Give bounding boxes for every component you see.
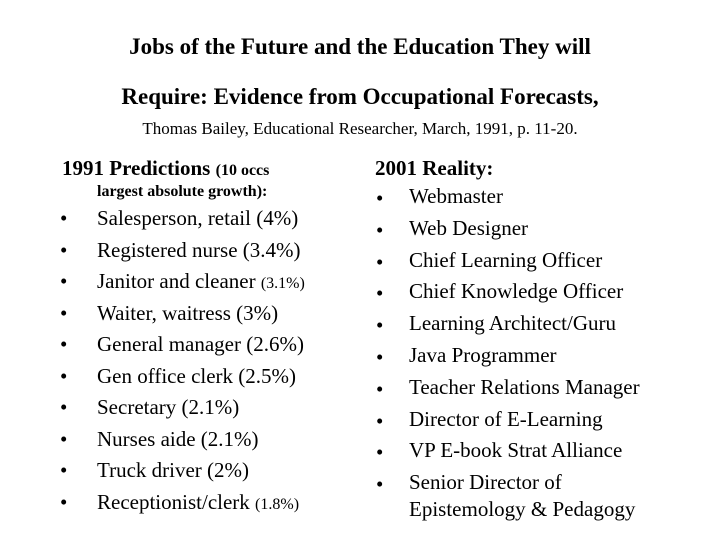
bullet-icon: •: [60, 300, 68, 325]
slide-title-line-2: Require: Evidence from Occupational Forecasts,: [121, 84, 599, 109]
prediction-main: Waiter, waitress (3%): [97, 300, 279, 325]
bullet-icon: •: [60, 395, 68, 419]
reality-text: Director of E-Learning: [409, 406, 603, 431]
bullet-icon: •: [60, 332, 68, 356]
reality-list: [376, 183, 716, 525]
bullet-icon: •: [376, 344, 384, 369]
prediction-main: Nurses aide (2.1%): [97, 426, 259, 451]
prediction-item: [60, 424, 360, 456]
bullet-icon: •: [376, 217, 384, 242]
prediction-text: [97, 266, 305, 300]
slide-title-line-1: Jobs of the Future and the Education They will: [129, 34, 591, 59]
bullet-icon: •: [376, 281, 384, 306]
bullet-icon: •: [376, 313, 384, 338]
reality-item: [376, 278, 716, 310]
reality-text: Java Programmer: [409, 342, 557, 367]
reality-item: [376, 310, 716, 342]
prediction-main: Gen office clerk (2.5%): [97, 363, 297, 388]
prediction-item: [60, 329, 360, 361]
bullet-icon: •: [60, 206, 68, 230]
bullet-icon: •: [60, 269, 68, 293]
prediction-item: [60, 361, 360, 393]
bullet-icon: •: [60, 363, 68, 388]
prediction-text: [97, 361, 296, 393]
bullet-icon: •: [376, 376, 384, 401]
prediction-main: Janitor and cleaner: [97, 269, 261, 293]
prediction-item: [60, 298, 360, 330]
prediction-main: Salesperson, retail (4%): [97, 206, 299, 230]
bullet-icon: •: [376, 440, 384, 465]
left-heading-text: 1991 Predictions: [62, 156, 211, 180]
reality-item: [376, 247, 716, 279]
prediction-item: [60, 203, 360, 235]
reality-item: [376, 406, 716, 438]
left-heading-note: (10 occs: [215, 162, 270, 179]
reality-item: [376, 437, 716, 469]
prediction-text: [97, 392, 239, 424]
prediction-main: Secretary (2.1%): [97, 395, 240, 419]
prediction-item: [60, 235, 360, 267]
bullet-icon: •: [376, 249, 384, 274]
reality-item: [376, 215, 716, 247]
prediction-main: Receptionist/clerk: [97, 489, 256, 514]
reality-text: VP E-book Strat Alliance: [409, 438, 623, 463]
prediction-text: [97, 203, 298, 235]
citation: Thomas Bailey, Educational Researcher, March, 1991, p. 11-20.: [142, 119, 578, 138]
reality-item: [376, 183, 716, 215]
prediction-text: [97, 235, 301, 267]
prediction-text: [97, 298, 278, 330]
prediction-main: Registered nurse (3.4%): [97, 237, 301, 262]
reality-text: Chief Knowledge Officer: [409, 279, 624, 304]
prediction-text: [97, 487, 299, 521]
prediction-item: [60, 455, 360, 487]
prediction-text: [97, 329, 304, 361]
prediction-main: Truck driver (2%): [97, 458, 250, 482]
prediction-item: [60, 266, 360, 298]
prediction-text: [97, 455, 249, 487]
reality-item: [376, 342, 716, 374]
reality-text-line-2: Epistemology & Pedagogy: [409, 497, 636, 522]
left-heading-note-line-2: largest absolute growth):: [97, 183, 268, 200]
prediction-percent: (1.8%): [255, 495, 300, 513]
left-column-heading: [62, 155, 269, 184]
prediction-text: [97, 424, 259, 456]
bullet-icon: •: [60, 458, 68, 482]
predictions-list: [60, 203, 360, 518]
reality-text: Web Designer: [409, 215, 529, 240]
bullet-icon: •: [376, 408, 384, 433]
reality-text: Webmaster: [409, 184, 503, 208]
prediction-item: [60, 392, 360, 424]
right-column-heading: 2001 Reality:: [375, 156, 494, 180]
bullet-icon: •: [60, 237, 68, 262]
reality-item: [376, 469, 716, 525]
reality-text: [409, 469, 635, 523]
prediction-percent: (3.1%): [260, 275, 305, 292]
prediction-main: General manager (2.6%): [97, 332, 304, 356]
bullet-icon: •: [60, 489, 68, 514]
reality-text: Learning Architect/Guru: [409, 311, 617, 336]
reality-text-line-1: Senior Director of: [409, 470, 562, 495]
reality-text: Chief Learning Officer: [409, 247, 603, 272]
reality-text: Teacher Relations Manager: [409, 374, 640, 399]
bullet-icon: •: [376, 186, 384, 210]
bullet-icon: •: [376, 472, 384, 497]
reality-item: [376, 374, 716, 406]
prediction-item: [60, 487, 360, 519]
bullet-icon: •: [60, 426, 68, 451]
